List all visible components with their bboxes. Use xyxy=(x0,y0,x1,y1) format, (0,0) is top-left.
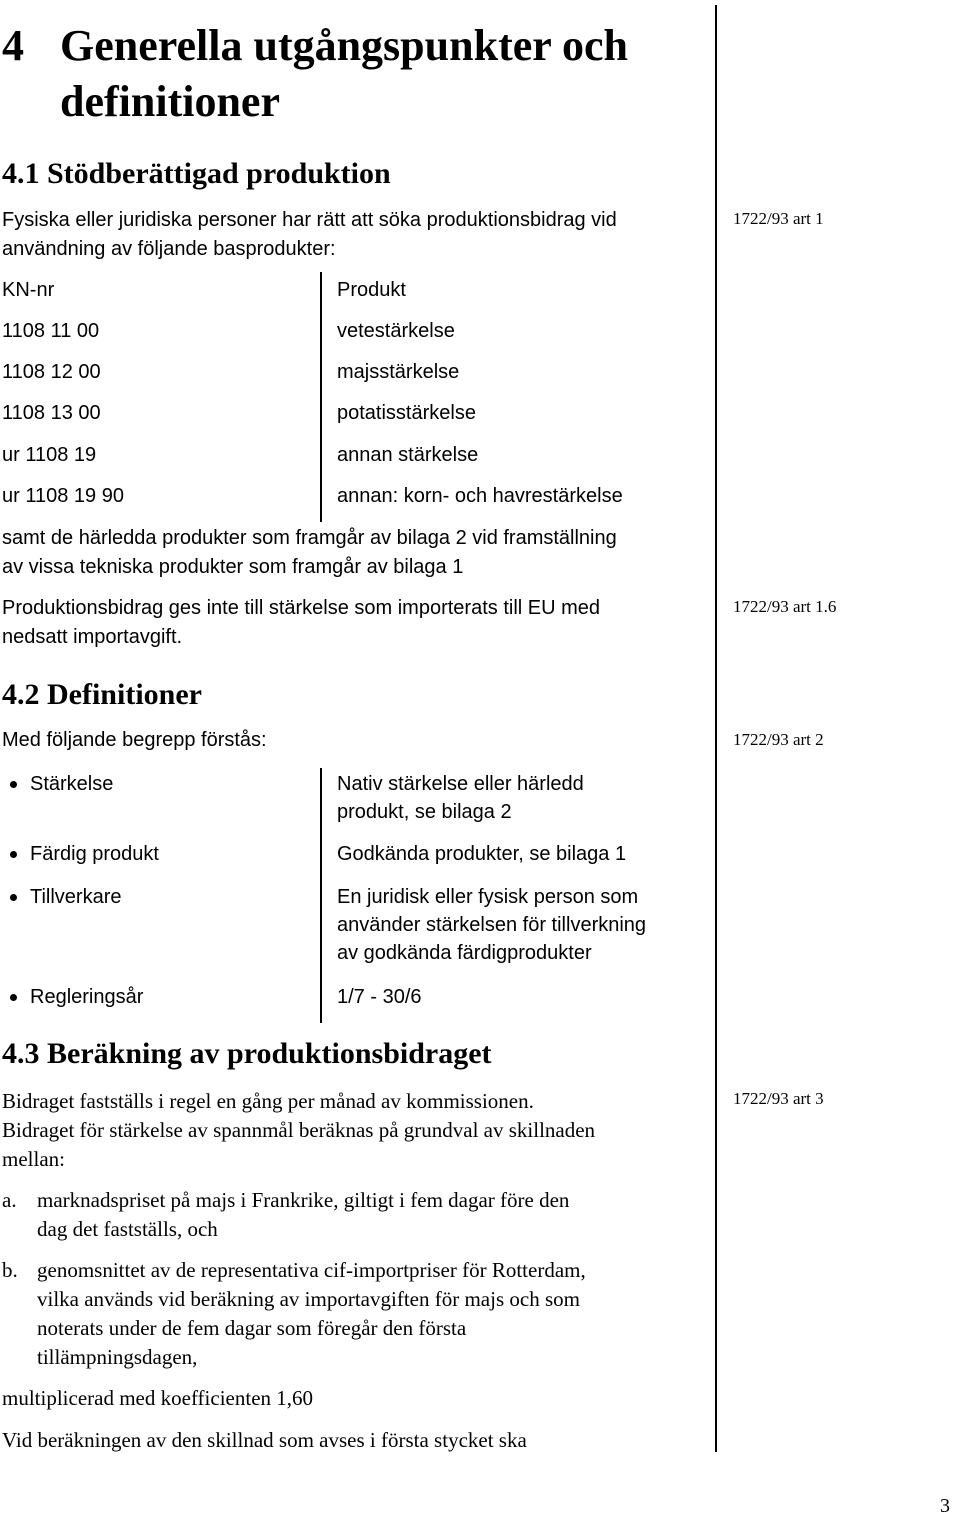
margin-note-art1-6: 1722/93 art 1.6 xyxy=(733,597,837,616)
table-cell-kn: 1108 11 00 xyxy=(2,320,100,342)
table-header-kn: KN-nr xyxy=(2,279,55,301)
chapter-title-line2: definitioner xyxy=(60,77,280,126)
section-4-1-after-line1: samt de härledda produkter som framgår av bilaga 2 vid framställning xyxy=(2,527,617,549)
table-header-product: Produkt xyxy=(337,279,406,301)
definition-text: Nativ stärkelse eller härledd xyxy=(337,773,584,795)
table-cell-product: vetestärkelse xyxy=(337,320,455,342)
definition-term: Tillverkare xyxy=(30,886,122,908)
definition-term: Stärkelse xyxy=(30,773,114,795)
bullet-icon xyxy=(10,994,17,1001)
table-cell-kn: ur 1108 19 90 xyxy=(2,485,124,507)
page-number: 3 xyxy=(940,1495,950,1517)
section-4-1-note-line1: Produktionsbidrag ges inte till stärkelse som importerats till EU med xyxy=(2,597,601,619)
list-item-a-label: a. xyxy=(2,1188,17,1212)
bullet-icon xyxy=(10,894,17,901)
section-heading-4-3: 4.3 Beräkning av produktionsbidraget xyxy=(2,1037,492,1070)
table-cell-kn: 1108 13 00 xyxy=(2,402,101,424)
list-item-b-line2: vilka används vid beräkning av importavgiften för majs och som xyxy=(37,1287,580,1311)
list-item-b-line4: tillämpningsdagen, xyxy=(37,1345,198,1369)
margin-note-art2: 1722/93 art 2 xyxy=(733,730,824,749)
section-heading-4-2: 4.2 Definitioner xyxy=(2,678,202,711)
definition-term: Färdig produkt xyxy=(30,843,159,865)
definitions-column-divider xyxy=(320,768,322,1023)
section-4-1-intro-line2: användning av följande basprodukter: xyxy=(2,238,336,260)
section-4-1-note-line2: nedsatt importavgift. xyxy=(2,626,183,648)
chapter-number: 4 xyxy=(2,21,24,70)
definition-text: En juridisk eller fysisk person som xyxy=(337,886,639,908)
margin-note-art3: 1722/93 art 3 xyxy=(733,1089,824,1108)
table-cell-product: majsstärkelse xyxy=(337,361,460,383)
definition-text: av godkända färdigprodukter xyxy=(337,942,592,964)
section-4-1-after-line2: av vissa tekniska produkter som framgår av bilaga 1 xyxy=(2,556,464,578)
margin-divider xyxy=(715,5,717,1452)
list-item-a-line1: marknadspriset på majs i Frankrike, giltigt i fem dagar före den xyxy=(37,1188,570,1212)
list-item-b-line1: genomsnittet av de representativa cif-importpriser för Rotterdam, xyxy=(37,1258,586,1282)
definition-text: Godkända produkter, se bilaga 1 xyxy=(337,843,627,865)
definition-term: Regleringsår xyxy=(30,986,144,1008)
list-item-b-label: b. xyxy=(2,1258,18,1282)
table-cell-kn: 1108 12 00 xyxy=(2,361,101,383)
last-line: Vid beräkningen av den skillnad som avses i första stycket ska xyxy=(2,1428,527,1452)
section-4-3-p1-line2: Bidraget för stärkelse av spannmål beräknas på grundval av skillnaden xyxy=(2,1118,596,1142)
table-cell-product: annan: korn- och havrestärkelse xyxy=(337,485,623,507)
definition-text: produkt, se bilaga 2 xyxy=(337,801,512,823)
section-4-3-p1-line3: mellan: xyxy=(2,1147,65,1171)
definition-text: använder stärkelsen för tillverkning xyxy=(337,914,647,936)
list-item-a-line2: dag det fastställs, och xyxy=(37,1217,218,1241)
section-4-2-intro: Med följande begrepp förstås: xyxy=(2,729,267,751)
bullet-icon xyxy=(10,781,17,788)
definition-text: 1/7 - 30/6 xyxy=(337,986,422,1008)
table-cell-product: potatisstärkelse xyxy=(337,402,476,424)
section-heading-4-1: 4.1 Stödberättigad produktion xyxy=(2,157,391,190)
multiplier-line: multiplicerad med koefficienten 1,60 xyxy=(2,1386,314,1410)
table-column-divider xyxy=(320,272,322,522)
section-4-1-intro-line1: Fysiska eller juridiska personer har rätt att söka produktionsbidrag vid xyxy=(2,209,617,231)
chapter-title-line1: Generella utgångspunkter och xyxy=(60,21,628,70)
table-cell-product: annan stärkelse xyxy=(337,444,479,466)
bullet-icon xyxy=(10,851,17,858)
section-4-3-p1-line1: Bidraget fastställs i regel en gång per månad av kommissionen. xyxy=(2,1089,534,1113)
table-cell-kn: ur 1108 19 xyxy=(2,444,97,466)
margin-note-art1: 1722/93 art 1 xyxy=(733,209,824,228)
list-item-b-line3: noterats under de fem dagar som föregår den första xyxy=(37,1316,467,1340)
